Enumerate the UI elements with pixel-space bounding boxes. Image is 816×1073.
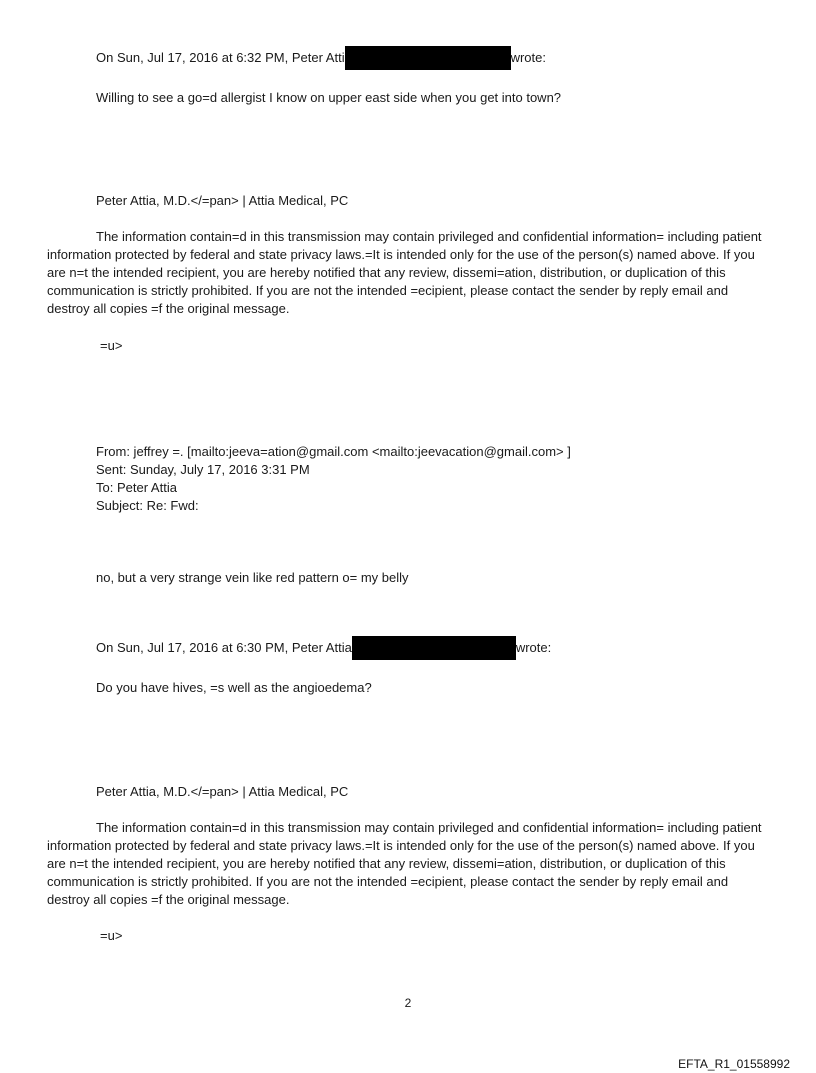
email2-header-prefix: On Sun, Jul 17, 2016 at 6:30 PM, Peter Attia (96, 640, 352, 655)
email1-header-suffix: wrote: (510, 50, 546, 65)
email2-header-suffix: wrote: (515, 640, 552, 655)
email1-signature: Peter Attia, M.D.</=pan> | Attia Medical, PC (96, 193, 349, 208)
document-id: EFTA_R1_01558992 (678, 1057, 790, 1071)
email2-signature: Peter Attia, M.D.</=pan> | Attia Medical, PC (96, 784, 349, 799)
email1-header (96, 46, 546, 70)
email1-disclaimer: The information contain=d in this transmission may contain privileged and confidential information= including patient information protected by federal and state privacy laws.=It is intended only for the use of the person(s) named above. If you are n=t the intended recipient, you are hereby notified that any review, dissemi=ation, distribution, or duplication of this communication is strictly prohibited. If you are not the intended =ecipient, please contact the sender by reply email and destroy all copies =f the original message. (47, 229, 762, 316)
email1-header-prefix: On Sun, Jul 17, 2016 at 6:32 PM, Peter Atti (96, 50, 345, 65)
email2-disclaimer: The information contain=d in this transmission may contain privileged and confidential information= including patient information protected by federal and state privacy laws.=It is intended only for the use of the person(s) named above. If you are n=t the intended recipient, you are hereby notified that any review, dissemi=ation, distribution, or duplication of this communication is strictly prohibited. If you are not the intended =ecipient, please contact the sender by reply email and destroy all copies =f the original message. (47, 820, 762, 907)
forward-subject: Subject: Re: Fwd: (96, 498, 199, 513)
email1-body: Willing to see a go=d allergist I know on upper east side when you get into town? (96, 90, 562, 105)
forward-to: To: Peter Attia (96, 480, 177, 495)
forward-sent: Sent: Sunday, July 17, 2016 3:31 PM (96, 462, 310, 477)
reply-body: no, but a very strange vein like red pattern o= my belly (96, 570, 409, 585)
email1-trailer: =u> (100, 338, 123, 353)
email2-body: Do you have hives, =s well as the angioedema? (96, 680, 372, 695)
page-number: 2 (404, 996, 412, 1010)
forward-from: From: jeffrey =. [mailto:jeeva=ation@gmail.com <mailto:jeevacation@gmail.com> ] (96, 444, 571, 459)
redaction-block (352, 636, 516, 660)
email2-trailer: =u> (100, 928, 123, 943)
email2-header (96, 636, 551, 660)
redaction-block (345, 46, 511, 70)
